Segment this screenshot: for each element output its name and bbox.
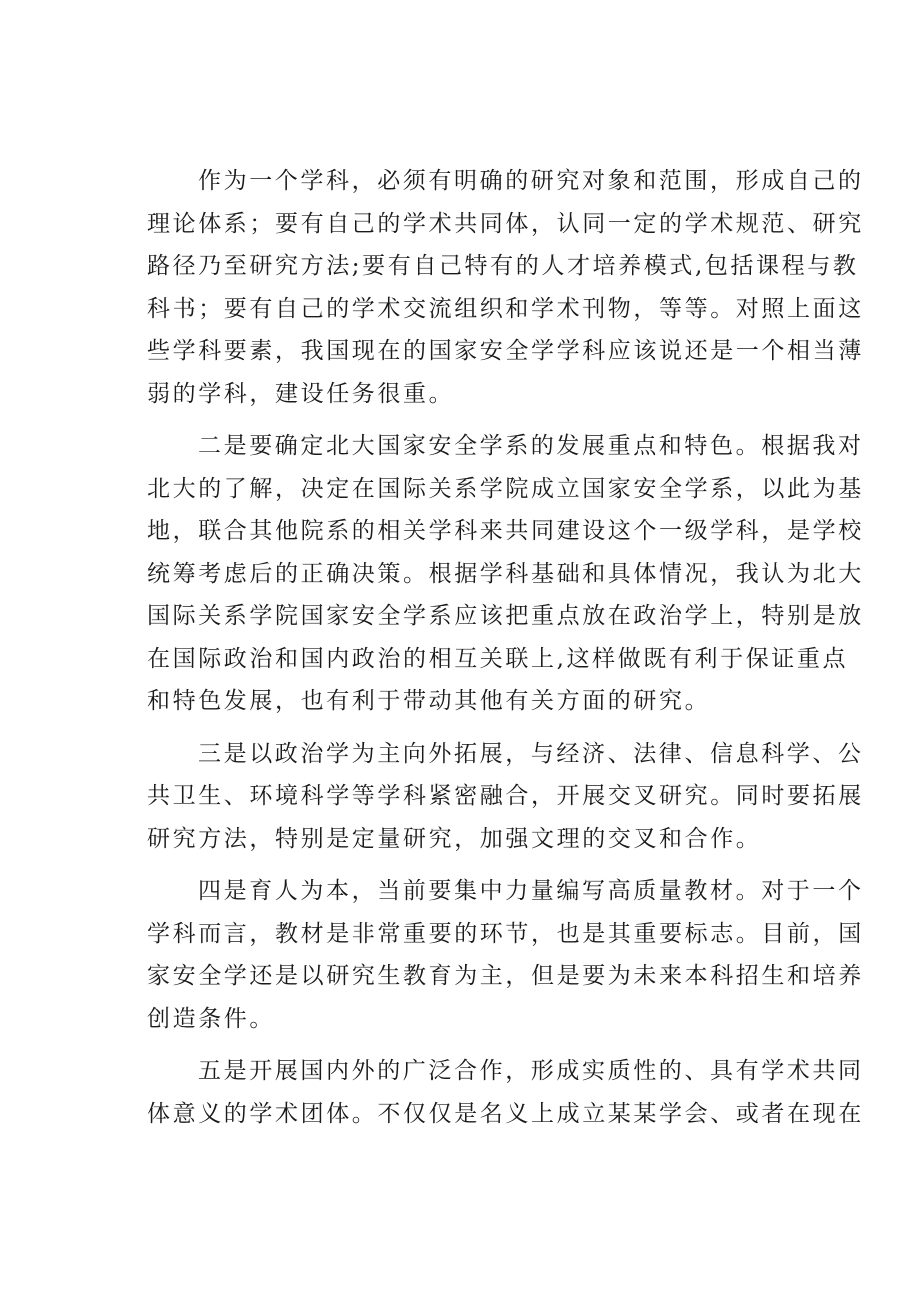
text-line: 些学科要素，我国现在的国家安全学学科应该说还是一个相当薄 (147, 338, 864, 364)
text-line: 统筹考虑后的正确决策。根据学科基础和具体情况，我认为北大 (147, 560, 864, 587)
paragraph-3 (147, 733, 864, 861)
text-line: 体意义的学术团体。不仅仅是名义上成立某某学会、或者在现在 (147, 1100, 864, 1127)
document-body (147, 160, 864, 1145)
paragraph-2 (147, 425, 864, 723)
text-line: 路径乃至研究方法;要有自己特有的人才培养模式,包括课程与教 (147, 253, 859, 279)
text-line: 四是育人为本，当前要集中力量编写高质量教材。对于一个 (198, 878, 864, 904)
text-line: 理论体系；要有自己的学术共同体，认同一定的学术规范、研究 (147, 210, 864, 237)
text-line: 家安全学还是以研究生教育为主，但是要为未来本科招生和培养 (147, 963, 864, 989)
paragraph-1 (147, 160, 864, 415)
text-line: 作为一个学科，必须有明确的研究对象和范围，形成自己的 (198, 168, 864, 194)
paragraph-5 (147, 1050, 864, 1135)
text-line: 地，联合其他院系的相关学科来共同建设这个一级学科，是学校 (147, 518, 864, 544)
text-line: 国际关系学院国家安全学系应该把重点放在政治学上，特别是放 (147, 603, 864, 629)
text-line: 北大的了解，决定在国际关系学院成立国家安全学系，以此为基 (147, 475, 864, 502)
text-line: 研究方法，特别是定量研究，加强文理的交叉和合作。 (147, 825, 762, 852)
text-line: 学科而言，教材是非常重要的环节，也是其重要标志。目前，国 (147, 920, 864, 947)
text-line: 创造条件。 (147, 1005, 275, 1032)
text-line: 和特色发展，也有利于带动其他有关方面的研究。 (147, 688, 711, 714)
paragraph-4 (147, 870, 864, 1040)
text-line: 在国际政治和国内政治的相互关联上,这样做既有利于保证重点 (147, 645, 849, 672)
text-line: 科书；要有自己的学术交流组织和学术刊物，等等。对照上面这 (147, 295, 864, 322)
text-line: 三是以政治学为主向外拓展，与经济、法律、信息科学、公 (198, 740, 864, 767)
text-line: 五是开展国内外的广泛合作，形成实质性的、具有学术共同 (198, 1058, 864, 1084)
text-line: 共卫生、环境科学等学科紧密融合，开展交叉研究。同时要拓展 (147, 783, 864, 809)
text-line: 二是要确定北大国家安全学系的发展重点和特色。根据我对 (198, 433, 864, 459)
text-line: 弱的学科，建设任务很重。 (147, 380, 455, 407)
